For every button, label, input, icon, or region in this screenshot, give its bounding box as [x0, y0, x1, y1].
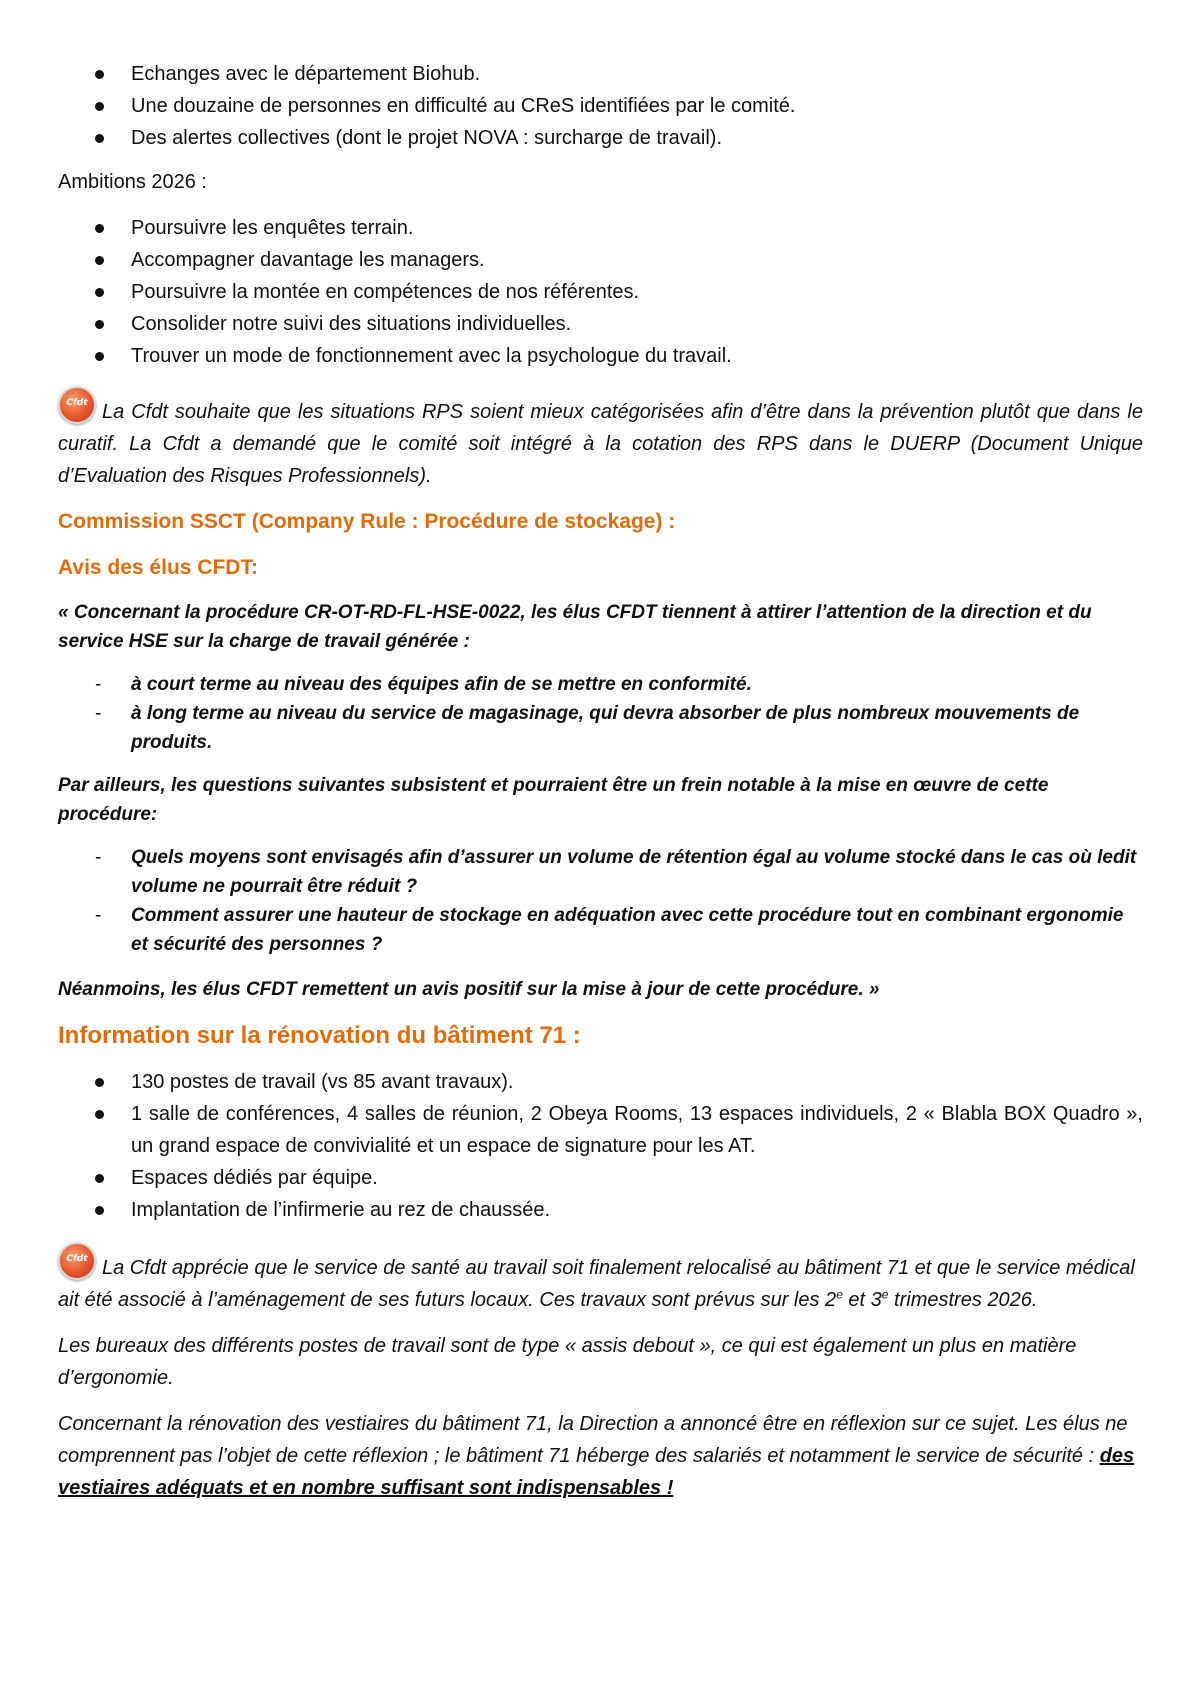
- cfdt-rps-text: La Cfdt souhaite que les situations RPS soient mieux catégorisées afin d’être dans la prévention plutôt que dans le curatif. La Cfdt a demandé que le comité soit intégré à la cotation des RPS dans le DUERP (Document Unique d’Evaluation des Risques Professionnels).: [58, 401, 1143, 487]
- list-item: Trouver un mode de fonctionnement avec la psychologue du travail.: [58, 340, 1143, 372]
- cfdt-sante-note: [58, 1242, 1143, 1316]
- list-item: Poursuivre la montée en compétences de nos référentes.: [58, 276, 1143, 308]
- cfdt-sante-text: trimestres 2026.: [888, 1289, 1038, 1311]
- avis-points: [58, 670, 1143, 757]
- list-item: Accompagner davantage les managers.: [58, 244, 1143, 276]
- ambitions-list: [58, 212, 1143, 372]
- intro-list: [58, 58, 1143, 154]
- list-item: 1 salle de conférences, 4 salles de réunion, 2 Obeya Rooms, 13 espaces individuels, 2 « Blabla BOX Quadro », un grand espace de convivialité et un espace de signature pour les AT.: [58, 1098, 1143, 1162]
- ordinal-suffix: e: [881, 1287, 889, 1302]
- avis-conclusion: Néanmoins, les élus CFDT remettent un avis positif sur la mise à jour de cette procédure. »: [58, 979, 880, 1000]
- cfdt-sante-text: et 3: [842, 1289, 882, 1311]
- ssct-heading: Commission SSCT (Company Rule : Procédure de stockage) :: [58, 510, 676, 533]
- vestiaires-text: Concernant la rénovation des vestiaires du bâtiment 71, la Direction a annoncé être en réflexion sur ce sujet. Les élus ne comprennent pas l’objet de cette réflexion ; le bâtiment 71 héberge des salariés et notamment le service de sécurité :: [58, 1413, 1128, 1467]
- list-item: Consolider notre suivi des situations individuelles.: [58, 308, 1143, 340]
- vestiaires-emphasis: des vestiaires adéquats et en nombre suffisant sont indispensables !: [58, 1445, 1135, 1499]
- list-item: Poursuivre les enquêtes terrain.: [58, 212, 1143, 244]
- cfdt-logo-icon: Cfdt: [58, 386, 96, 424]
- bureaux-note: Les bureaux des différents postes de travail sont de type « assis debout », ce qui est également un plus en matière d’ergonomie.: [58, 1335, 1077, 1389]
- list-item: Espaces dédiés par équipe.: [58, 1162, 1143, 1194]
- avis-questions: [58, 843, 1143, 959]
- list-item: Implantation de l’infirmerie au rez de chaussée.: [58, 1194, 1143, 1226]
- cfdt-sante-text: La Cfdt apprécie que le service de santé au travail soit finalement relocalisé au bâtiment 71 et que le service médical ait été associé à l’aménagement de ses futurs locaux. Ces travaux sont prévus sur les 2: [58, 1257, 1135, 1311]
- list-item: Une douzaine de personnes en difficulté au CReS identifiées par le comité.: [58, 90, 1143, 122]
- list-item: - Quels moyens sont envisagés afin d’assurer un volume de rétention égal au volume stocké dans le cas où ledit volume ne pourrait être réduit ?: [58, 843, 1143, 901]
- avis-questions-intro: Par ailleurs, les questions suivantes subsistent et pourraient être un frein notable à la mise en œuvre de cette procédure:: [58, 775, 1049, 825]
- vestiaires-note: [58, 1408, 1143, 1504]
- ordinal-suffix: e: [836, 1287, 843, 1302]
- list-item: Echanges avec le département Biohub.: [58, 58, 1143, 90]
- cfdt-rps-note: [58, 386, 1143, 492]
- avis-heading: Avis des élus CFDT:: [58, 556, 258, 579]
- avis-intro: « Concernant la procédure CR-OT-RD-FL-HSE-0022, les élus CFDT tiennent à attirer l’attention de la direction et du service HSE sur la charge de travail générée :: [58, 602, 1092, 652]
- ambitions-title: Ambitions 2026 :: [58, 171, 207, 193]
- list-item: - Comment assurer une hauteur de stockage en adéquation avec cette procédure tout en combinant ergonomie et sécurité des personnes ?: [58, 901, 1143, 959]
- renovation-list: [58, 1066, 1143, 1226]
- list-item: - à court terme au niveau des équipes afin de se mettre en conformité.: [58, 670, 1143, 699]
- renovation-heading: Information sur la rénovation du bâtiment 71 :: [58, 1022, 581, 1049]
- cfdt-logo-icon: Cfdt: [58, 1242, 96, 1280]
- list-item: Des alertes collectives (dont le projet NOVA : surcharge de travail).: [58, 122, 1143, 154]
- list-item: - à long terme au niveau du service de magasinage, qui devra absorber de plus nombreux mouvements de produits.: [58, 699, 1143, 757]
- list-item: 130 postes de travail (vs 85 avant travaux).: [58, 1066, 1143, 1098]
